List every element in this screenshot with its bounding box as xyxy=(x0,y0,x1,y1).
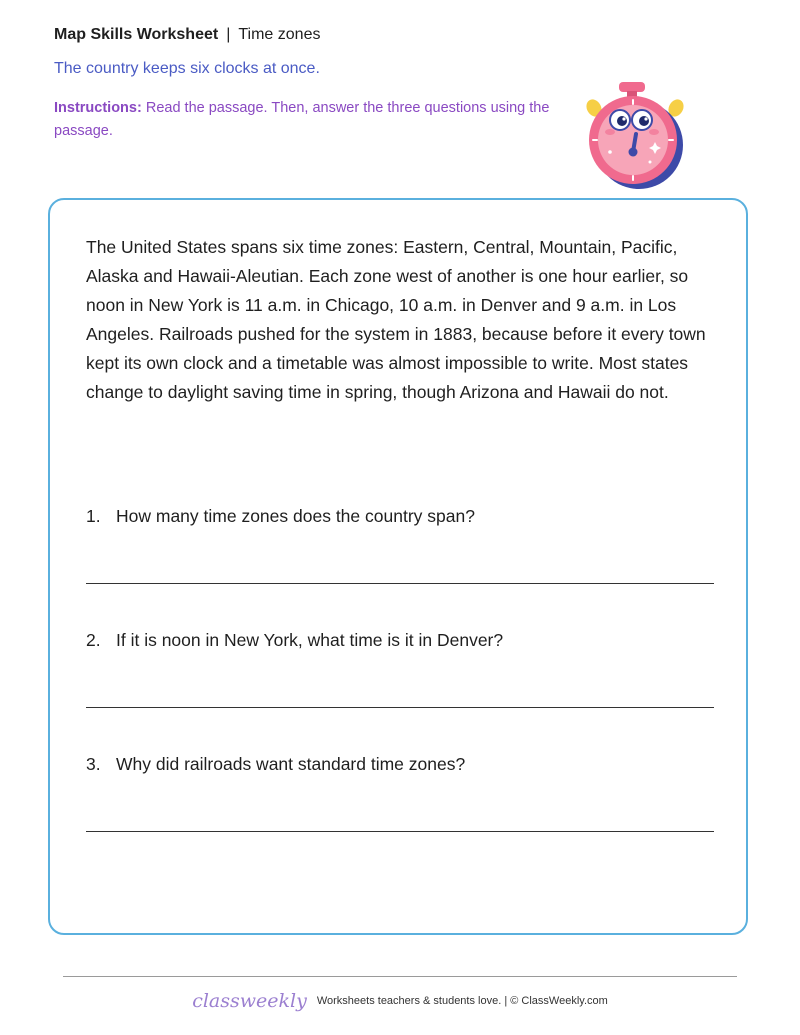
header-separator: | xyxy=(226,26,231,43)
answer-line-2[interactable] xyxy=(86,707,714,708)
brand-logo: classweekly xyxy=(192,990,307,1012)
question-number: 3. xyxy=(86,754,101,774)
question-3 xyxy=(86,754,465,775)
question-number: 1. xyxy=(86,506,101,526)
reading-passage: The United States spans six time zones: Eastern, Central, Mountain, Pacific, Alaska and Hawaii-Aleutian. Each zone west of another is one hour earlier, so noon in New York is 11 a.m. in Chicago, 10 a.m. in Denver and 9 a.m. in Los Angeles. Railroads pushed for the system in 1883, because before it every town kept its own clock and a timetable was almost impossible to write. Most states change to daylight saving time in spring, though Arizona and Hawaii do not. xyxy=(86,237,706,402)
instructions xyxy=(54,97,564,143)
footer-tagline: Worksheets teachers & students love. | © ClassWeekly.com xyxy=(316,995,608,1007)
question-number: 2. xyxy=(86,630,101,650)
footer xyxy=(0,990,800,1012)
answer-line-3[interactable] xyxy=(86,831,714,832)
crown xyxy=(619,82,645,92)
worksheet-header xyxy=(54,26,320,44)
question-text: If it is noon in New York, what time is it in Denver? xyxy=(116,630,504,650)
stopwatch-svg xyxy=(580,78,690,193)
worksheet-subtitle: The country keeps six clocks at once. xyxy=(54,60,320,77)
stopwatch-icon xyxy=(580,78,690,193)
question-1 xyxy=(86,506,475,527)
left-pupil xyxy=(617,116,627,126)
question-text: Why did railroads want standard time zones? xyxy=(116,754,466,774)
right-pupil xyxy=(639,116,649,126)
question-2 xyxy=(86,630,503,651)
instructions-text: Read the passage. Then, answer the three questions using the passage. xyxy=(54,100,550,139)
question-text: How many time zones does the country span? xyxy=(116,506,475,526)
instructions-label: Instructions: xyxy=(54,100,142,116)
right-blush xyxy=(649,129,659,135)
left-blush xyxy=(605,129,615,135)
hand-pivot xyxy=(629,148,638,157)
worksheet-title: Map Skills Worksheet xyxy=(54,26,219,43)
worksheet-topic: Time zones xyxy=(238,26,321,43)
answer-line-1[interactable] xyxy=(86,583,714,584)
footer-divider xyxy=(63,976,737,977)
